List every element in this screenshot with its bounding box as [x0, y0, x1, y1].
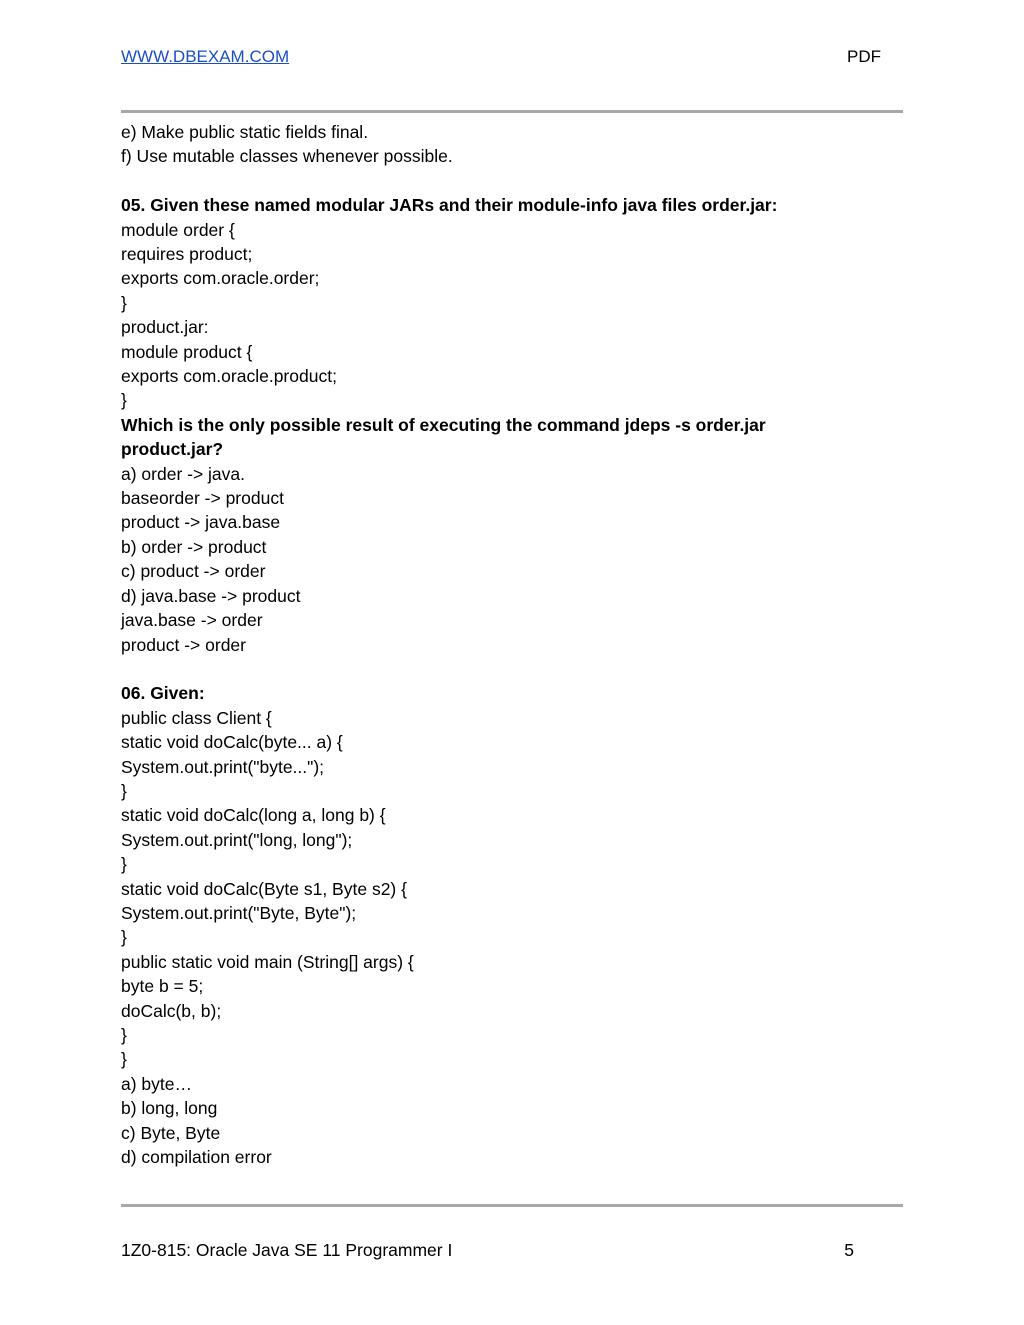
text-line: module product {: [121, 341, 253, 362]
text-line: e) Make public static fields final.: [121, 122, 369, 142]
text-line: a) order -> java.: [121, 463, 246, 484]
text-line: d) java.base -> product: [121, 585, 301, 606]
text-line: public static void main (String[] args) {: [121, 951, 414, 972]
text-line: System.out.print("Byte, Byte");: [121, 902, 357, 923]
text-line: }: [121, 292, 127, 313]
text-line: }: [121, 854, 127, 875]
footer-divider: [121, 1204, 903, 1207]
blank-line: [121, 657, 821, 681]
pdf-label: PDF: [847, 47, 881, 66]
text-line: java.base -> order: [121, 610, 263, 631]
text-line: a) byte…: [121, 1073, 192, 1094]
page-footer: [121, 1240, 854, 1266]
text-line: static void doCalc(Byte s1, Byte s2) {: [121, 878, 407, 899]
text-line: product -> order: [121, 634, 246, 655]
header-divider: [121, 110, 903, 113]
question-heading: 05. Given these named modular JARs and their module-info java files order.jar:: [121, 195, 778, 216]
page-header: [121, 47, 881, 73]
site-link[interactable]: WWW.DBEXAM.COM: [121, 47, 290, 66]
question-heading: 06. Given:: [121, 683, 205, 704]
text-line: b) order -> product: [121, 536, 267, 557]
question-heading: Which is the only possible result of executing the command jdeps -s order.jar product.jar?: [121, 414, 766, 460]
text-line: byte b = 5;: [121, 976, 204, 997]
text-line: }: [121, 780, 127, 801]
text-line: exports com.oracle.order;: [121, 268, 320, 289]
document-body: [121, 120, 821, 1169]
text-line: static void doCalc(byte... a) {: [121, 732, 343, 753]
text-line: baseorder -> product: [121, 488, 284, 509]
text-line: f) Use mutable classes whenever possible.: [121, 146, 453, 167]
page-number: 5: [844, 1240, 854, 1260]
footer-title: 1Z0-815: Oracle Java SE 11 Programmer I: [121, 1240, 453, 1260]
text-line: }: [121, 1025, 127, 1045]
text-line: System.out.print("long, long");: [121, 829, 353, 850]
text-line: d) compilation error: [121, 1147, 272, 1168]
text-line: System.out.print("byte...");: [121, 756, 325, 777]
text-line: exports com.oracle.product;: [121, 366, 337, 387]
text-line: static void doCalc(long a, long b) {: [121, 805, 386, 826]
text-line: public class Client {: [121, 707, 272, 728]
text-line: }: [121, 1049, 127, 1070]
text-line: }: [121, 390, 127, 411]
blank-line: [121, 169, 821, 193]
text-line: product.jar:: [121, 317, 209, 338]
text-line: c) Byte, Byte: [121, 1122, 221, 1143]
text-line: b) long, long: [121, 1098, 218, 1119]
text-line: module order {: [121, 219, 235, 240]
text-line: }: [121, 927, 127, 948]
text-line: requires product;: [121, 244, 253, 265]
text-line: c) product -> order: [121, 561, 266, 582]
text-line: product -> java.base: [121, 512, 281, 533]
text-line: doCalc(b, b);: [121, 1000, 222, 1021]
